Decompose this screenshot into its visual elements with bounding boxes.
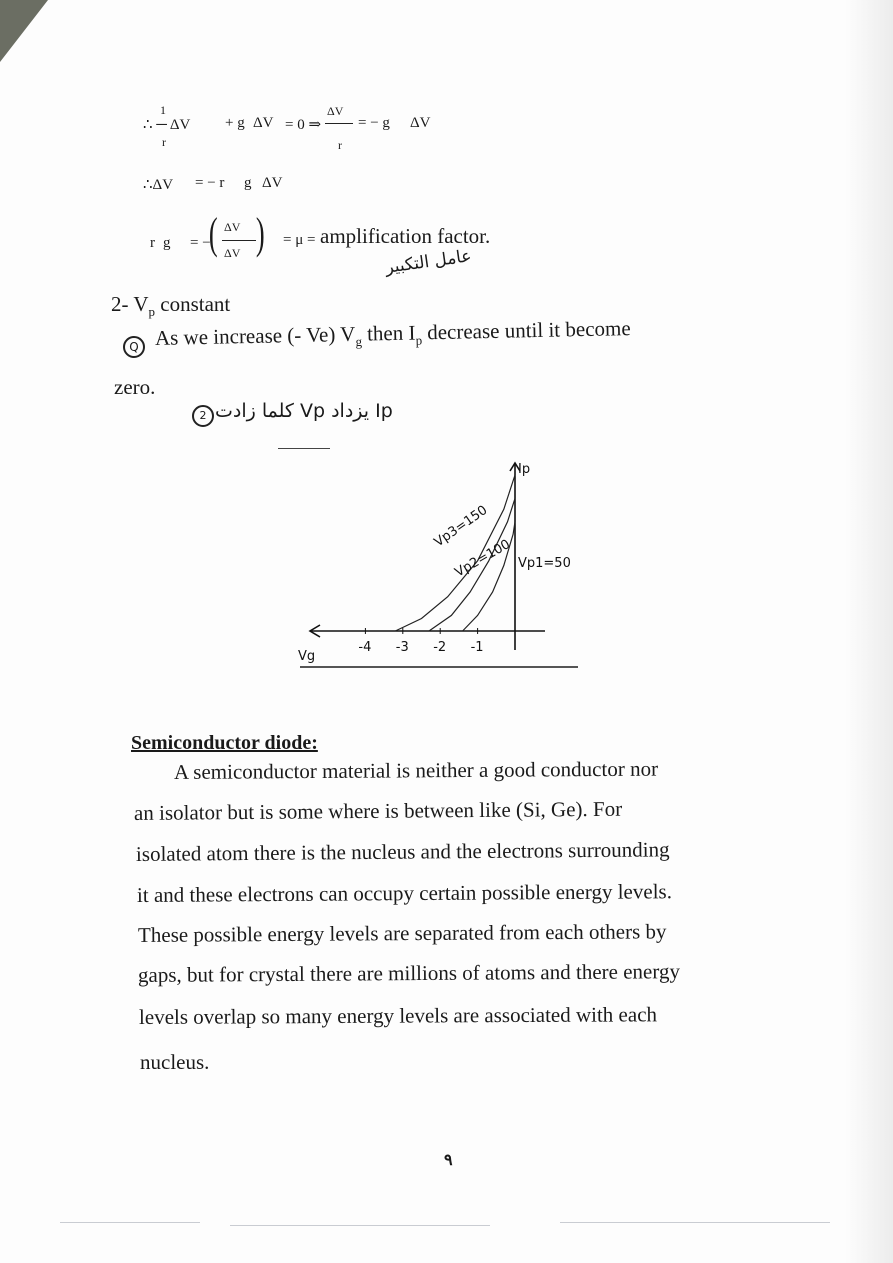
eq1-frac-den: r	[338, 138, 342, 152]
paragraph-line: an isolator but is some where is between like (Si, Ge). For	[133, 796, 623, 825]
answer-number-icon: 2	[192, 405, 214, 427]
eq3-eq: = −	[190, 235, 211, 251]
eq3-mu: = μ =	[283, 232, 316, 248]
paragraph-line: gaps, but for crystal there are millions of atoms and there energy	[137, 959, 681, 987]
eq1-rhs: = − g	[358, 115, 390, 131]
eq2-rhs: = − r	[195, 175, 225, 191]
eq1-dvg: ΔV	[253, 115, 274, 131]
eq3-frac-den: ΔV	[224, 246, 241, 260]
y-axis-label: Ip	[518, 462, 531, 477]
chart-underline	[300, 666, 578, 668]
question-continuation: zero.	[114, 375, 156, 399]
eq3-gm: g	[163, 235, 171, 251]
answer-arabic: كلما زادت Vp يزداد Ip	[215, 400, 393, 422]
eq3-amplification-factor: amplification factor.	[320, 224, 491, 248]
question-icon: Q	[123, 336, 145, 358]
paragraph-line: isolated atom there is the nucleus and the electrons surrounding	[135, 837, 670, 866]
paragraph-line: it and these electrons can occupy certain possible energy levels.	[136, 879, 672, 907]
x-tick-label: -3	[395, 640, 409, 655]
paragraph-line: These possible energy levels are separated from each others by	[137, 919, 667, 947]
eq1-left: ∴ ─ ΔV	[143, 117, 191, 133]
eq3-rp: r	[150, 235, 155, 251]
page-number: ٩	[444, 1152, 453, 1169]
page-edge-shadow	[845, 0, 893, 1263]
eq1-eq: = 0 ⇒	[285, 117, 322, 133]
page-corner-shadow	[0, 0, 48, 62]
eq3-frac-num: ΔV	[224, 220, 241, 234]
semiconductor-heading: Semiconductor diode:	[131, 732, 318, 754]
eq2-lhs: ∴ΔV	[143, 177, 174, 193]
eq1-frac-num: ΔV	[327, 104, 344, 118]
ip-vg-chart	[290, 455, 590, 685]
series-label-3: Vp1=50	[518, 556, 571, 571]
paragraph-line: levels overlap so many energy levels are associated with each	[138, 1002, 658, 1029]
series-label-1: Vp3=150	[431, 502, 491, 551]
eq1-rhs2: ΔV	[410, 115, 431, 131]
eq1-gm: + g	[225, 115, 245, 131]
eq2-rhs2: g	[244, 175, 252, 191]
eq1-rp: r	[162, 135, 166, 149]
x-axis-label: Vg	[298, 649, 316, 664]
section-2-title: 2- $V_p$ constant	[111, 292, 231, 320]
eq1-one: 1	[160, 103, 166, 117]
paragraph-line: nucleus.	[140, 1050, 210, 1074]
question-text: As we increase (- Ve) $V_g$ then $I_p$ decrease until it become	[154, 316, 631, 350]
series-label-2: Vp2=100	[452, 536, 513, 581]
arabic-note: عامل التكبير	[384, 246, 473, 278]
answer-underline	[278, 448, 330, 449]
x-tick-label: -1	[470, 640, 484, 655]
document-page: 1 ∴ ─ ΔV r + g ΔV = 0 ⇒ ΔV r = − g ΔV ∴ΔV = − r g ΔV r g = − ( ΔV ΔV ) = μ = amplification factor. عامل التكبير 2- $V_p$ constant Q As we increase (- Ve) $V_g$ then $I_p$ decrease until it become zero. 2 كلما زادت Vp يزداد Ip Vp3=150 Vp2=100 Vp1=50 -4 -3 -2 -1 Vg Ip Semiconductor diode: A semiconductor material is neither a good conductor nor an isolator but is some where is between like (Si, Ge). For isolated atom there is the nucleus and the electrons surrounding it and these electrons can occupy certain possible energy levels. These possible energy levels are separated from each others by gaps, but for crystal there are millions of atoms and there energy levels overlap so many energy levels are associated with each nucleus. ٩	[0, 0, 893, 1263]
paragraph-line: A semiconductor material is neither a good conductor nor	[173, 756, 659, 784]
x-tick-label: -4	[358, 640, 372, 655]
x-tick-label: -2	[433, 640, 447, 655]
eq2-rhs3: ΔV	[262, 175, 283, 191]
